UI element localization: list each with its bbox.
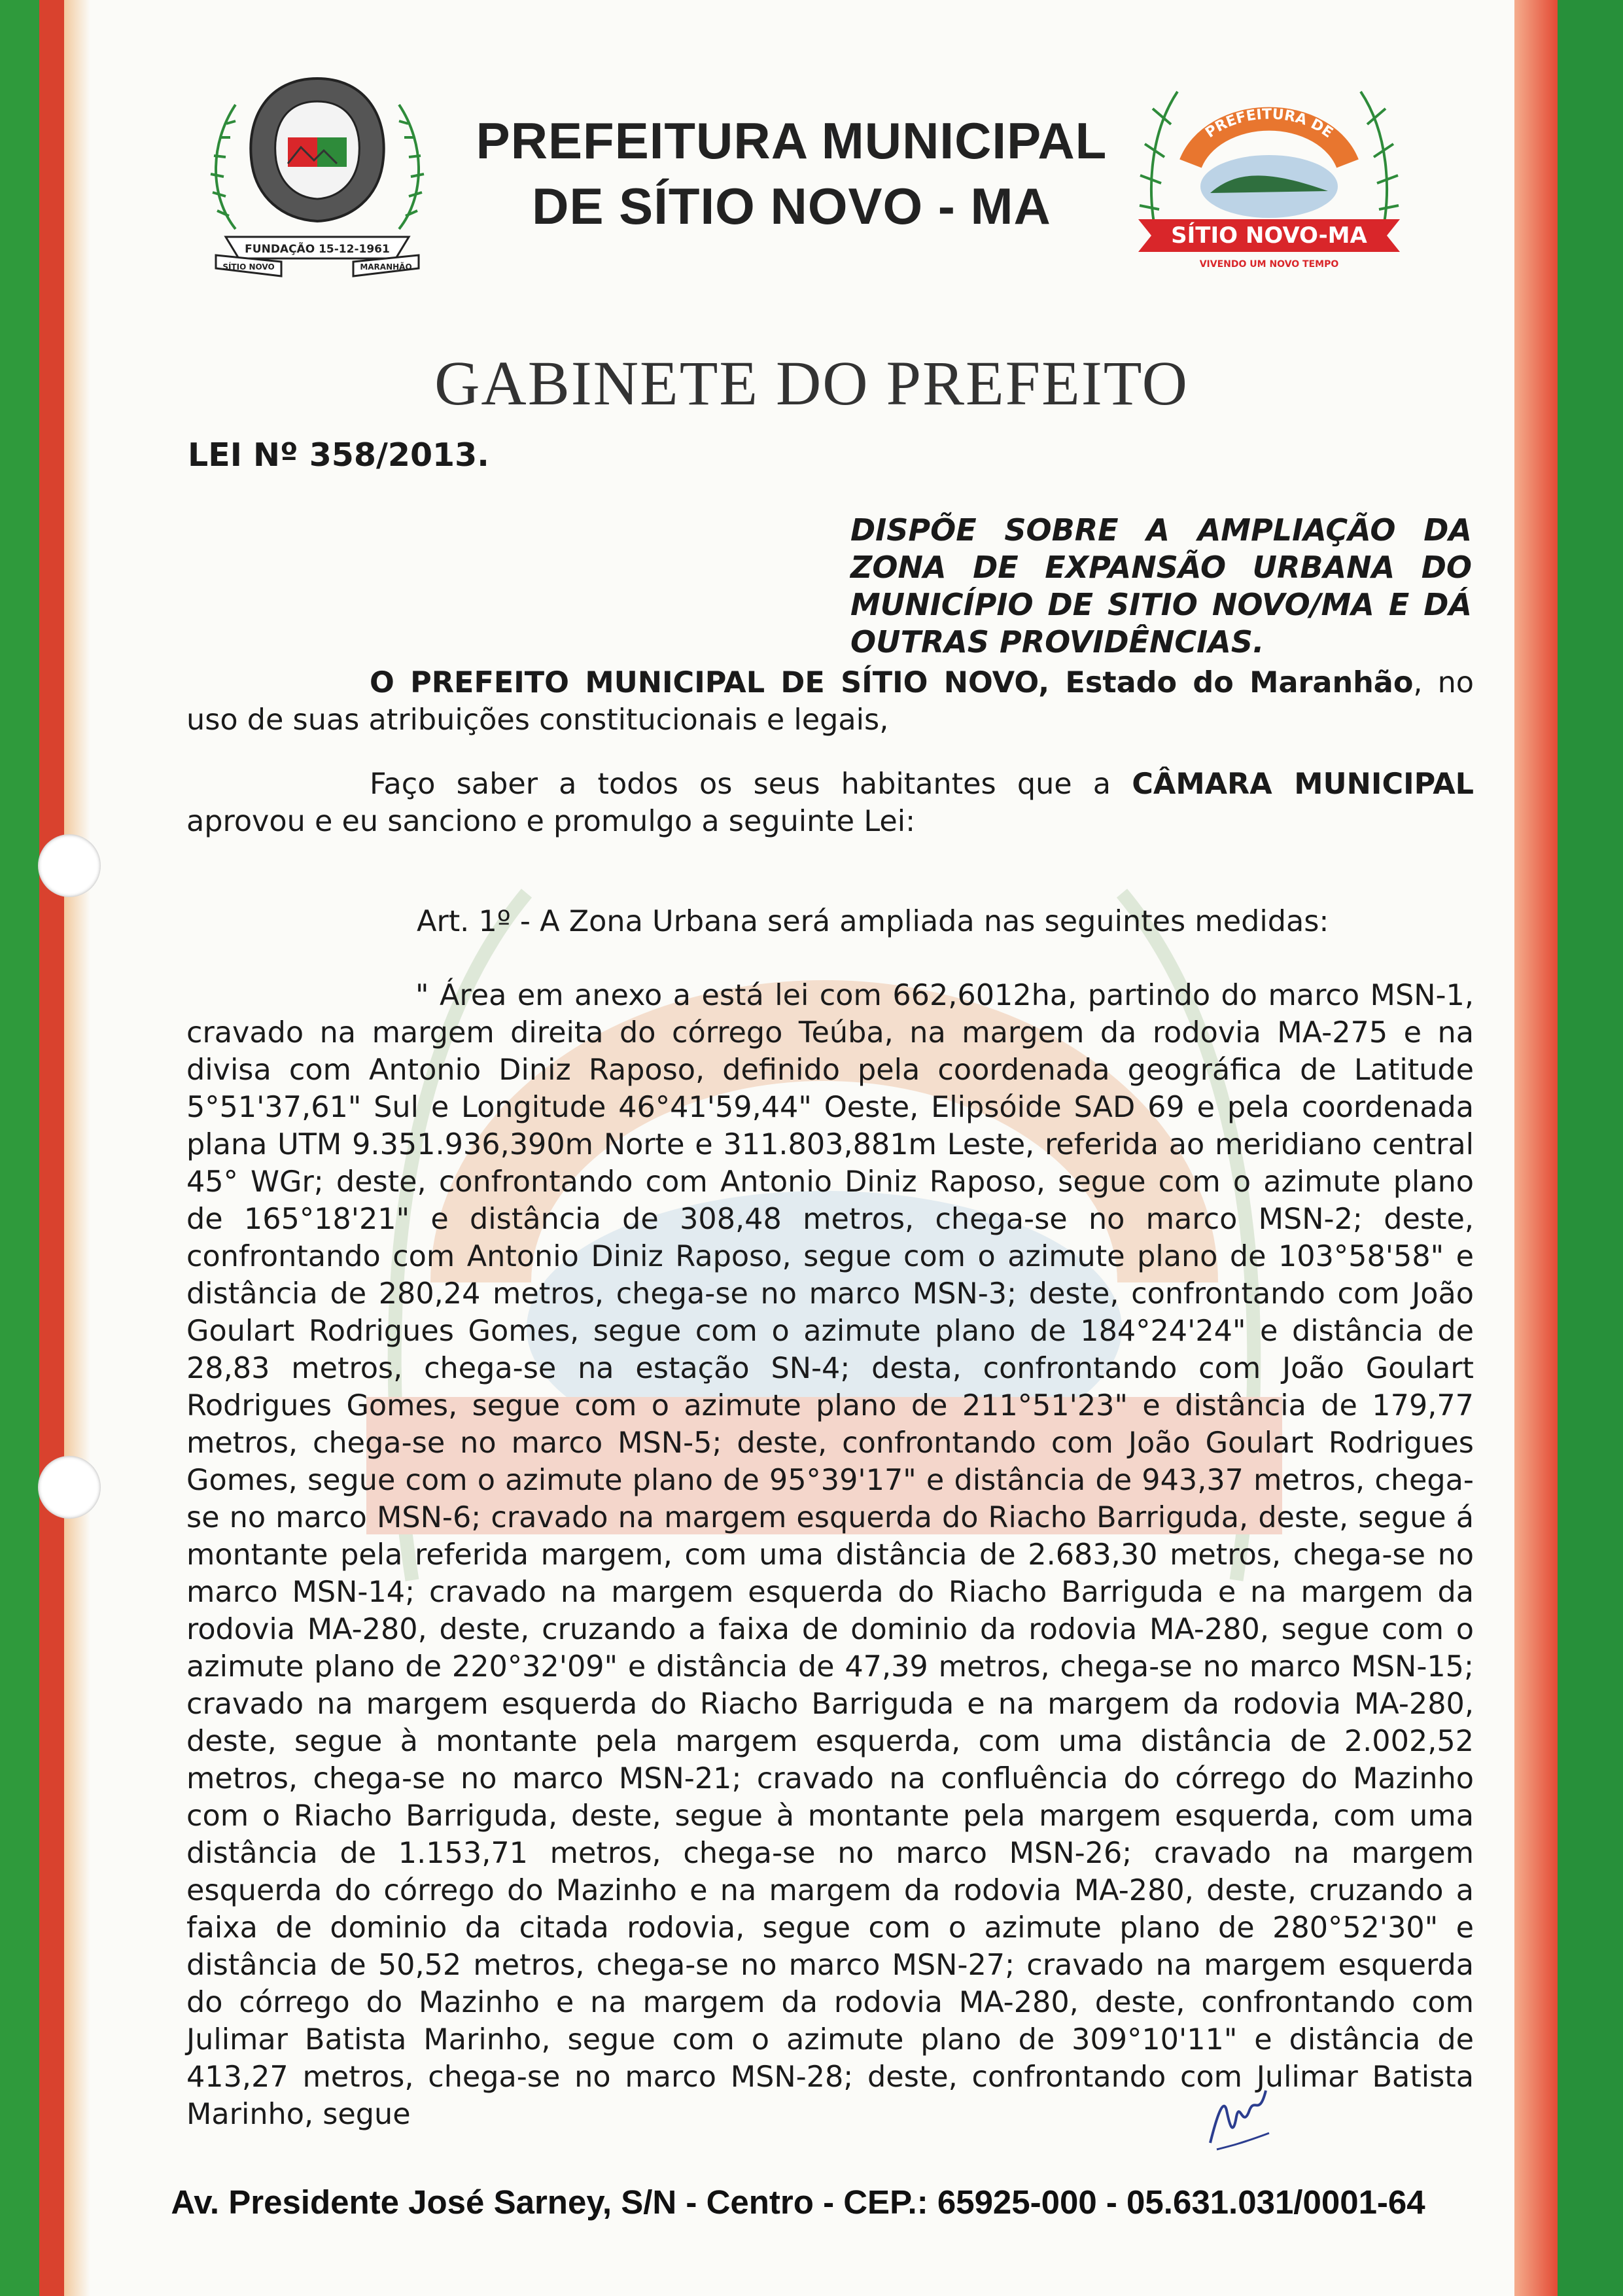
article-1-heading [186,903,1474,940]
faco-bold: CÂMARA MUNICIPAL [1132,768,1474,801]
crest-ribbon-right: MARANHÃO [360,262,412,272]
promulgation-paragraph [186,766,1474,840]
right-green-stripe [1558,0,1623,2296]
brand-slogan: VIVENDO UM NOVO TEMPO [1199,259,1339,270]
header-title [471,108,1112,239]
binder-hole [38,834,101,897]
area-description-paragraph [186,977,1474,2133]
crest-ribbon-top: FUNDAÇÃO 15-12-1961 [245,243,390,256]
brand-arc-text: PREFEITURA DE [1202,106,1336,141]
brand-banner-text: SÍTIO NOVO-MA [1171,222,1367,249]
preamble-rest: , no uso de suas atribuições constitucionais e legais, [186,666,1474,737]
crest-ribbon-left: SÍTIO NOVO [222,262,275,272]
preamble-bold: O PREFEITO MUNICIPAL DE SÍTIO NOVO, Estado do Maranhão [370,666,1414,699]
left-red-stripe [39,0,65,2296]
article-1-text: Art. 1º - A Zona Urbana será ampliada nas seguintes medidas: [417,905,1329,938]
faco-before: Faço saber a todos os seus habitantes que a [370,768,1132,801]
municipal-crest-icon [190,65,445,281]
brand-logo-icon [1112,79,1426,275]
law-ementa: DISPÕE SOBRE A AMPLIAÇÃO DA ZONA DE EXPANSÃO URBANA DO MUNICÍPIO DE SITIO NOVO/MA E DÁ OUTRAS PROVIDÊNCIAS. [850,512,1472,660]
law-number: LEI Nº 358/2013. [188,436,489,474]
faco-after: aprovou e eu sanciono e promulgo a seguinte Lei: [186,805,916,838]
header-title-line2: DE SÍTIO NOVO - MA [532,177,1051,235]
right-red-stripe [1514,0,1560,2296]
header-title-line1: PREFEITURA MUNICIPAL [476,112,1108,169]
left-fade-stripe [64,0,90,2296]
signature-mark-icon [1197,2071,1282,2156]
office-title: GABINETE DO PREFEITO [434,348,1189,418]
binder-hole [38,1456,101,1519]
footer-address: Av. Presidente José Sarney, S/N - Centro - CEP.: 65925-000 - 05.631.031/0001-64 [171,2183,1425,2221]
preamble-paragraph [186,664,1474,739]
area-description-text: " Área em anexo a está lei com 662,6012ha, partindo do marco MSN-1, cravado na margem direita do córrego Teúba, na margem da rodovia MA-275 e na divisa com Antonio Diniz Raposo, definido pela coordenada geográfica de Latitude 5°51'37,61" Sul e Longitude 46°41'59,44" Oeste, Elipsóide SAD 69 e pela coordenada plana UTM 9.351.936,390m Norte e 311.803,881m Leste, referida ao meridiano central 45° WGr; deste, confrontando com Antonio Diniz Raposo, segue com o azimute plano de 165°18'21" e distância de 308,48 metros, chega-se no marco MSN-2; deste, confrontando com Antonio Diniz Raposo, segue com o azimute plano de 103°58'58" e distância de 280,24 metros, chega-se no marco MSN-3; deste, confrontando com João Goulart Rodrigues Gomes, segue com o azimute plano de 184°24'24" e distância de 28,83 metros, chega-se na estação SN-4; desta, confrontando com João Goulart Rodrigues Gomes, segue com o azimute plano de 211°51'23" e distância de 179,77 metros, chega-se no marco MSN-5; deste, confrontando com João Goulart Rodrigues Gomes, segue com o azimute plano de 95°39'17" e distância de 943,37 metros, chega-se no marco MSN-6; cravado na margem esquerda do Riacho Barriguda, deste, segue á montante pela referida margem, com uma distância de 2.683,30 metros, chega-se no marco MSN-14; cravado na margem esquerda do Riacho Barriguda e na margem da rodovia MA-280, deste, cruzando a faixa de dominio da rodovia MA-280, segue com o azimute plano de 220°32'09" e distância de 47,39 metros, chega-se no marco MSN-15; cravado na margem esquerda do Riacho Barriguda e na margem da rodovia MA-280, deste, segue à montante pela margem esquerda, com uma distância de 2.002,52 metros, chega-se no marco MSN-21; cravado na confluência do córrego do Mazinho com o Riacho Barriguda, deste, segue à montante pela margem esquerda, com uma distância de 1.153,71 metros, chega-se no marco MSN-26; cravado na margem esquerda do córrego do Mazinho e na margem da rodovia MA-280, deste, cruzando a faixa de dominio da citada rodovia, segue com o azimute plano de 280°52'30" e distância de 50,52 metros, chega-se no marco MSN-27; cravado na margem esquerda do córrego do Mazinho e na margem da rodovia MA-280, deste, confrontando com Julimar Batista Marinho, segue com o azimute plano de 309°10'11" e distância de 413,27 metros, chega-se no marco MSN-28; deste, confrontando com Julimar Batista Marinho, segue [186,979,1474,2131]
